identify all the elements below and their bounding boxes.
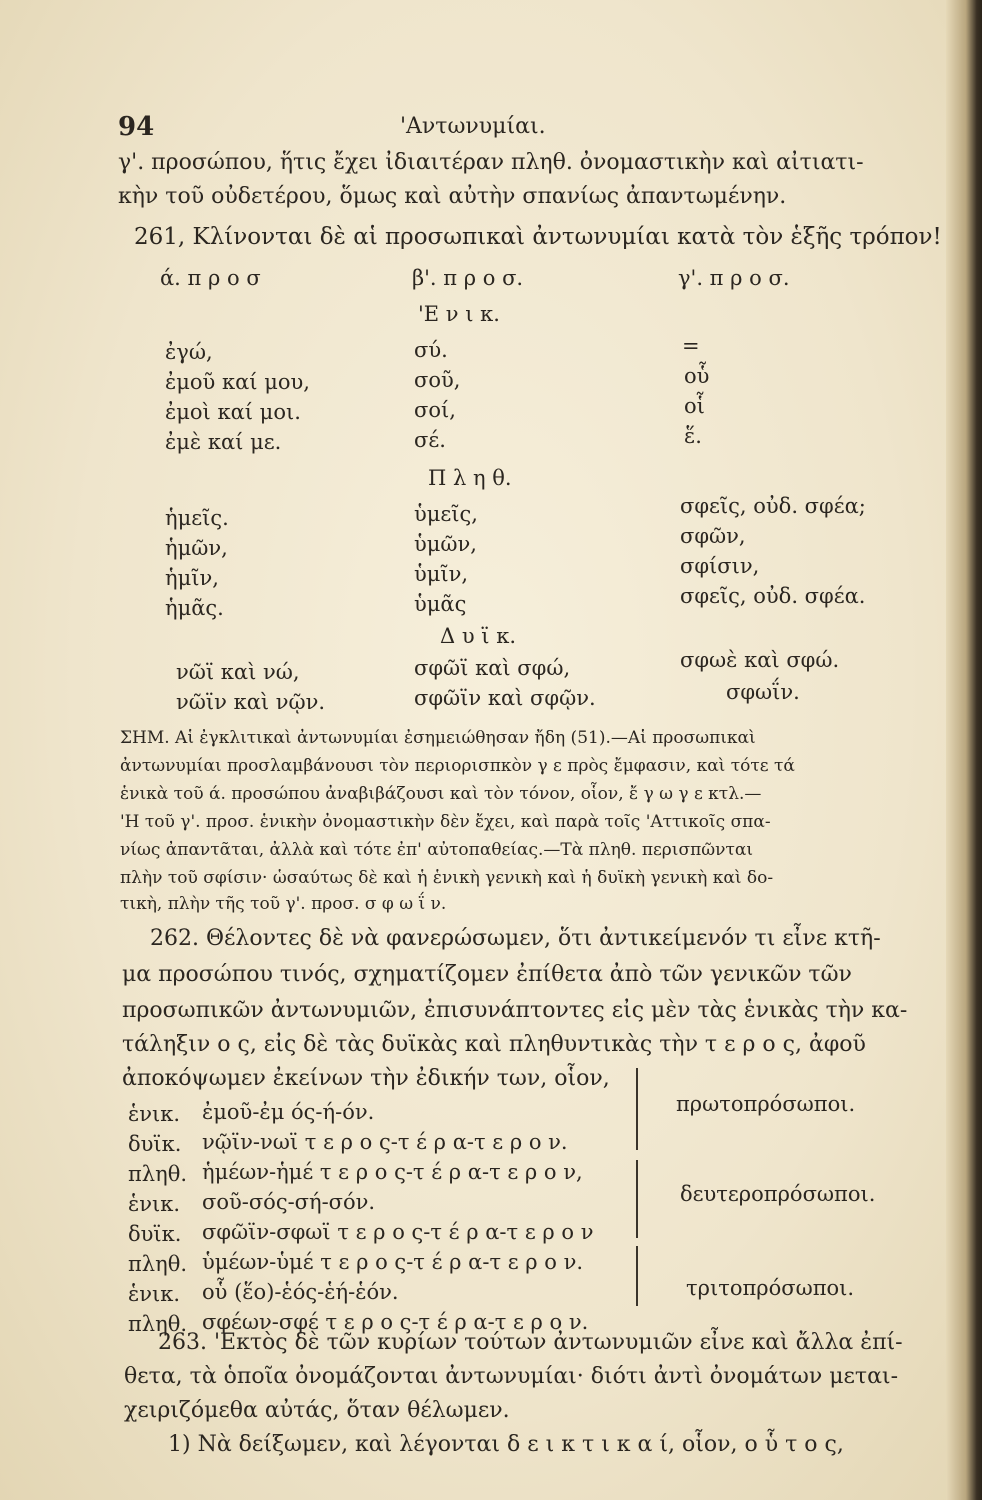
table-cell: νῶϊν καὶ νῷν. (176, 690, 326, 714)
form-text: ὑμέων-ὑμέ τ ε ρ ο ς-τ έ ρ α-τ ε ρ ο ν. (202, 1250, 584, 1274)
intro-line: γ'. προσώπου, ἥτις ἔχει ἰδιαιτέραν πληθ. ὀνομαστικὴν καὶ αἰτιατι- (118, 150, 864, 175)
paragraph-line: μα προσώπου τινός, σχηματίζομεν ἐπίθετα ἀπὸ τῶν γενικῶν τῶν (122, 962, 852, 987)
form-text: ἐμοῦ-ἐμ ός-ή-όν. (202, 1100, 375, 1124)
paragraph-line: θετα, τὰ ὁποῖα ὀνομάζονται ἀντωνυμίαι· διότι ἀντὶ ὀνομάτων μεται- (124, 1364, 898, 1389)
table-cell: ὑμῖν, (414, 562, 469, 586)
page-edge-shadow (946, 0, 982, 1500)
column-header: γ'. π ρ ο σ. (678, 266, 790, 290)
table-cell: σφῶϊ καὶ σφώ, (414, 656, 571, 680)
list-item: 1) Νὰ δείξωμεν, καὶ λέγονται δ ε ι κ τ ι κ α ί, οἷον, ο ὗ τ ο ς, (168, 1432, 844, 1457)
note-line: ἀντωνυμίαι προσλαμβάνουσι τὸν περιορισπκὸν γ ε πρὸς ἔμφασιν, καὶ τότε τά (120, 756, 795, 776)
note-line: πλὴν τοῦ σφίσιν· ὡσαύτως δὲ καὶ ἡ ἑνικὴ γενικὴ καὶ ἡ δυϊκὴ γενικὴ καὶ δο- (120, 868, 774, 888)
group-label: πρωτοπρόσωποι. (676, 1092, 856, 1116)
page-number: 94 (118, 112, 155, 142)
form-text: σφέων-σφέ τ ε ρ ο ς-τ έ ρ α-τ ε ρ ο ν. (202, 1310, 589, 1334)
group-brace (636, 1068, 646, 1150)
table-cell: ἐμὲ καί με. (165, 430, 282, 454)
group-brace (636, 1160, 646, 1238)
table-cell: ἡμῖν, (165, 566, 219, 590)
paragraph-line: τάληξιν ο ς, εἰς δὲ τὰς δυϊκὰς καὶ πληθυντικὰς τὴν τ ε ρ ο ς, ἀφοῦ (122, 1032, 866, 1057)
note-line: ΣΗΜ. Αἱ ἐγκλιτικαὶ ἀντωνυμίαι ἐσημειώθησαν ἤδη (51).—Αἱ προσωπικαὶ (120, 728, 756, 748)
table-cell: σοί, (414, 398, 456, 422)
table-cell: ἡμῶν, (165, 536, 228, 560)
column-header: ά. π ρ ο σ (160, 266, 261, 290)
group-label: δευτεροπρόσωποι. (680, 1182, 876, 1206)
table-cell: ἡμᾶς. (165, 596, 224, 620)
section-261-heading: 261, Κλίνονται δὲ αἱ προσωπικαὶ ἀντωνυμίαι κατὰ τὸν ἑξῆς τρόπον! (134, 224, 942, 250)
table-cell: σφωΐν. (726, 680, 800, 704)
table-cell: ἕ. (684, 424, 702, 448)
table-cell: σφεῖς, οὐδ. σφέα; (680, 494, 866, 518)
table-cell: οὗ (684, 364, 710, 388)
number-label-plural: Π λ η θ. (428, 466, 512, 490)
form-text: σοῦ-σός-σή-σόν. (202, 1190, 376, 1214)
column-header: β'. π ρ ο σ. (412, 266, 524, 290)
running-title: 'Αντωνυμίαι. (400, 114, 546, 139)
form-number: πληθ. (128, 1252, 188, 1276)
table-cell: σφωὲ καὶ σφώ. (680, 648, 840, 672)
table-cell: ἡμεῖς. (165, 506, 229, 530)
paragraph-line: ἀποκόψωμεν ἐκείνων τὴν ἐδικήν των, οἷον, (122, 1066, 610, 1091)
form-number: ἑνικ. (128, 1102, 181, 1126)
note-line: νίως ἀπαντᾶται, ἀλλὰ καὶ τότε ἐπ' αὐτοπαθείας.—Τὰ πληθ. περισπῶνται (120, 840, 753, 860)
form-number: ἑνικ. (128, 1282, 181, 1306)
form-text: οὗ (ἕο)-ἑός-ἑή-ἑόν. (202, 1280, 399, 1304)
note-line: 'Η τοῦ γ'. προσ. ἑνικὴν ὀνομαστικὴν δὲν ἔχει, καὶ παρὰ τοῖς 'Αττικοῖς σπα- (120, 812, 771, 832)
form-number: ἑνικ. (128, 1192, 181, 1216)
table-cell: ὑμῶν, (414, 532, 477, 556)
paragraph-line: 263. 'Εκτὸς δὲ τῶν κυρίων τούτων ἀντωνυμιῶν εἶνε καὶ ἄλλα ἐπί- (158, 1330, 903, 1355)
table-cell: ἐγώ, (165, 340, 213, 364)
table-cell: σφῶϊν καὶ σφῷν. (414, 686, 596, 710)
intro-line: κὴν τοῦ οὐδετέρου, ὅμως καὶ αὐτὴν σπανίως ἀπαντωμένην. (118, 184, 787, 209)
table-cell: σφῶν, (680, 524, 746, 548)
table-cell: ἐμοὶ καί μοι. (165, 400, 301, 424)
form-number: πληθ. (128, 1162, 188, 1186)
table-cell: νῶϊ καὶ νώ, (176, 660, 300, 684)
form-number: πληθ. (128, 1312, 188, 1336)
number-label-singular: 'Ε ν ι κ. (418, 302, 500, 326)
table-cell: σοῦ, (414, 368, 461, 392)
table-cell: σφίσιν, (680, 554, 760, 578)
table-cell: σέ. (414, 428, 446, 452)
note-line: τικὴ, πλὴν τῆς τοῦ γ'. προσ. σ φ ω ΐ ν. (120, 894, 447, 914)
group-label: τριτοπρόσωποι. (686, 1276, 855, 1300)
group-brace (636, 1246, 646, 1306)
form-text: σφῶϊν-σφωϊ τ ε ρ ο ς-τ έ ρ α-τ ε ρ ο ν (202, 1220, 594, 1244)
form-number: δυϊκ. (128, 1222, 182, 1246)
form-text: νῷϊν-νωϊ τ ε ρ ο ς-τ έ ρ α-τ ε ρ ο ν. (202, 1130, 568, 1154)
paragraph-line: χειριζόμεθα αὐτάς, ὅταν θέλωμεν. (124, 1398, 510, 1423)
number-label-dual: Δ υ ϊ κ. (440, 624, 516, 648)
table-cell: σφεῖς, οὐδ. σφέα. (680, 584, 866, 608)
form-text: ἡμέων-ἡμέ τ ε ρ ο ς-τ έ ρ α-τ ε ρ ο ν, (202, 1160, 583, 1184)
note-line: ἑνικὰ τοῦ ά. προσώπου ἀναβιβάζουσι καὶ τὸν τόνον, οἷον, ἔ γ ω γ ε κτλ.— (120, 784, 762, 804)
paragraph-line: προσωπικῶν ἀντωνυμιῶν, ἐπισυνάπτοντες εἰς μὲν τὰς ἑνικὰς τὴν κα- (122, 998, 908, 1023)
table-cell: σύ. (414, 338, 448, 362)
table-cell: ἐμοῦ καί μου, (165, 370, 310, 394)
table-cell: ὑμᾶς (414, 592, 467, 616)
table-cell: = (682, 334, 700, 358)
table-cell: ὑμεῖς, (414, 502, 478, 526)
table-cell: οἷ (684, 394, 705, 418)
paragraph-line: 262. Θέλοντες δὲ νὰ φανερώσωμεν, ὅτι ἀντικείμενόν τι εἶνε κτῆ- (150, 926, 881, 951)
form-number: δυϊκ. (128, 1132, 182, 1156)
